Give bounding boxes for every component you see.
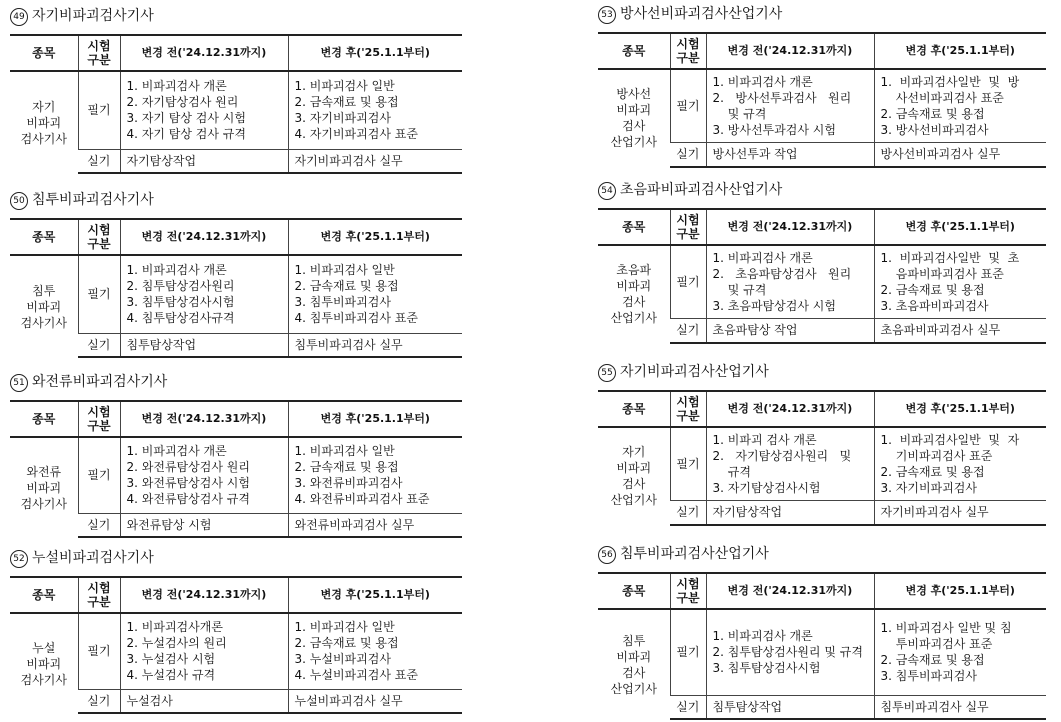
- written-after-list: [288, 437, 462, 513]
- section-title: 자기비파괴검사산업기사: [620, 364, 769, 380]
- written-before-item: 2. 자기탐상검사원리 및: [712, 449, 852, 463]
- header-before: 변경 전('24.12.31까지): [706, 33, 874, 69]
- jongmok-cell: [10, 437, 78, 537]
- jongmok-line: 침투: [32, 283, 56, 298]
- jongmok-line: 비파괴: [26, 656, 62, 671]
- category-written: 필기: [78, 71, 120, 149]
- written-after-item: 2. 금속재료 및 용접: [294, 95, 399, 110]
- category-written: 필기: [78, 437, 120, 513]
- section-49: [10, 4, 462, 174]
- jongmok-line: 방사선: [616, 87, 652, 102]
- practical-after: 침투비파괴검사 실무: [874, 695, 1046, 719]
- written-after-item: 3. 자기비파괴검사: [294, 111, 391, 126]
- category-written: 필기: [670, 609, 706, 695]
- practical-after: 자기비파괴검사 실무: [874, 501, 1046, 525]
- written-before-list: [706, 609, 874, 695]
- header-jongmok: 종목: [10, 401, 78, 437]
- header-gubun: [78, 35, 120, 71]
- jongmok-line: 침투: [622, 633, 646, 648]
- written-after-item: 4. 누설비파괴검사 표준: [294, 668, 418, 683]
- written-before-item: 및 규격: [712, 107, 767, 121]
- header-before: 변경 전('24.12.31까지): [706, 209, 874, 245]
- practical-after: 초음파비파괴검사 실무: [874, 319, 1046, 343]
- circled-number: 53: [598, 6, 616, 24]
- category-written: 필기: [78, 613, 120, 689]
- section-52: [10, 546, 462, 714]
- header-gubun: [78, 401, 120, 437]
- written-after-item: 1. 비파괴검사일반 및 자: [880, 433, 1020, 447]
- written-after-item: 2. 금속재료 및 용접: [294, 279, 399, 294]
- header-jongmok: 종목: [598, 391, 670, 427]
- header-gubun-line2: 구분: [87, 53, 111, 67]
- header-before: 변경 전('24.12.31까지): [120, 219, 288, 255]
- header-gubun-line1: 시험: [676, 37, 700, 51]
- written-after-list: [288, 255, 462, 333]
- jongmok-cell: [598, 609, 670, 719]
- header-jongmok: 종목: [10, 577, 78, 613]
- practical-before: 초음파탐상 작업: [706, 319, 874, 343]
- circled-number: 52: [10, 550, 28, 568]
- section-heading: [10, 546, 462, 570]
- written-after-item: 3. 침투비파괴검사: [294, 295, 391, 310]
- written-before-item: 3. 방사선투과검사 시험: [712, 123, 836, 137]
- jongmok-line: 비파괴: [26, 299, 62, 314]
- circled-number: 55: [598, 364, 616, 382]
- practical-before: 방사선투과 작업: [706, 143, 874, 167]
- section-heading: [598, 2, 1046, 26]
- section-heading: [10, 4, 462, 28]
- written-before-item: 4. 침투탐상검사규격: [126, 311, 235, 326]
- practical-after: 방사선비파괴검사 실무: [874, 143, 1046, 167]
- practical-after: 침투비파괴검사 실무: [288, 333, 462, 357]
- written-before-list: [706, 69, 874, 143]
- header-gubun: [670, 573, 706, 609]
- header-jongmok: 종목: [598, 573, 670, 609]
- header-before: 변경 전('24.12.31까지): [120, 401, 288, 437]
- written-before-list: [706, 427, 874, 501]
- section-title: 자기비파괴검사기사: [32, 8, 154, 24]
- written-after-item: 4. 침투비파괴검사 표준: [294, 311, 418, 326]
- written-after-item: 3. 자기비파괴검사: [880, 481, 977, 495]
- written-before-item: 규격: [712, 465, 751, 479]
- category-practical: 실기: [670, 319, 706, 343]
- comparison-table: [10, 218, 462, 358]
- written-before-item: 4. 누설검사 규격: [126, 668, 216, 683]
- header-gubun-line2: 구분: [87, 237, 111, 251]
- written-before-item: 2. 침투탐상검사원리: [126, 279, 235, 294]
- written-after-item: 3. 침투비파괴검사: [880, 669, 977, 684]
- category-practical: 실기: [78, 513, 120, 537]
- jongmok-line: 검사: [622, 477, 646, 492]
- jongmok-line: 비파괴: [26, 480, 62, 495]
- header-before: 변경 전('24.12.31까지): [120, 577, 288, 613]
- header-gubun-line2: 구분: [676, 227, 700, 241]
- category-practical: 실기: [78, 689, 120, 713]
- jongmok-cell: [10, 613, 78, 713]
- written-after-list: [874, 609, 1046, 695]
- written-after-item: 3. 방사선비파괴검사: [880, 123, 989, 137]
- section-heading: [10, 188, 462, 212]
- written-before-item: 3. 자기 탐상 검사 시험: [126, 111, 246, 126]
- written-before-item: 2. 자기탐상검사 원리: [126, 95, 239, 110]
- jongmok-line: 비파괴: [616, 461, 652, 476]
- jongmok-cell: [10, 71, 78, 173]
- header-after: 변경 후('25.1.1부터): [874, 391, 1046, 427]
- comparison-table: [598, 32, 1046, 168]
- practical-after: 누설비파괴검사 실무: [288, 689, 462, 713]
- header-gubun: [670, 209, 706, 245]
- jongmok-line: 검사기사: [20, 672, 67, 687]
- jongmok-line: 비파괴: [26, 115, 62, 130]
- circled-number: 49: [10, 8, 28, 26]
- header-gubun: [78, 219, 120, 255]
- practical-before: 침투탐상작업: [120, 333, 288, 357]
- practical-before: 누설검사: [120, 689, 288, 713]
- section-heading: [598, 178, 1046, 202]
- header-gubun-line2: 구분: [676, 591, 700, 605]
- jongmok-cell: [598, 245, 670, 343]
- jongmok-line: 산업기사: [610, 681, 657, 696]
- section-title: 누설비파괴검사기사: [32, 550, 154, 566]
- section-heading: [598, 542, 1046, 566]
- written-after-item: 1. 비파괴검사일반 및 방: [880, 75, 1020, 89]
- header-gubun-line2: 구분: [676, 409, 700, 423]
- written-after-item: 기비파괴검사 표준: [880, 449, 993, 463]
- header-after: 변경 후('25.1.1부터): [874, 573, 1046, 609]
- written-after-item: 투비파괴검사 표준: [880, 637, 993, 652]
- jongmok-line: 자기: [32, 99, 56, 114]
- comparison-table: [598, 390, 1046, 526]
- written-after-item: 1. 비파괴검사 일반: [294, 444, 395, 459]
- category-practical: 실기: [670, 695, 706, 719]
- written-after-item: 음파비파괴검사 표준: [880, 267, 1004, 281]
- circled-number: 50: [10, 192, 28, 210]
- written-before-item: 3. 자기탐상검사시험: [712, 481, 821, 495]
- section-title: 침투비파괴검사기사: [32, 192, 154, 208]
- header-gubun-line2: 구분: [676, 51, 700, 65]
- section-title: 방사선비파괴검사산업기사: [620, 6, 783, 22]
- circled-number: 56: [598, 546, 616, 564]
- comparison-table: [10, 576, 462, 714]
- jongmok-line: 검사: [622, 295, 646, 310]
- header-gubun: [670, 391, 706, 427]
- header-after: 변경 후('25.1.1부터): [874, 33, 1046, 69]
- header-gubun-line1: 시험: [87, 223, 111, 237]
- written-before-item: 3. 와전류탐상검사 시험: [126, 476, 250, 491]
- header-gubun-line1: 시험: [87, 581, 111, 595]
- written-after-item: 2. 금속재료 및 용접: [880, 465, 985, 479]
- written-before-item: 1. 비파괴 검사 개론: [712, 433, 817, 447]
- jongmok-cell: [10, 255, 78, 357]
- section-56: [598, 542, 1046, 720]
- section-heading: [10, 370, 462, 394]
- written-after-item: 1. 비파괴검사 일반: [294, 620, 395, 635]
- written-before-item: 2. 침투탐상검사원리 및 규격: [712, 645, 863, 660]
- written-after-item: 2. 금속재료 및 용접: [294, 636, 399, 651]
- header-gubun-line1: 시험: [676, 577, 700, 591]
- written-before-item: 3. 초음파탐상검사 시험: [712, 299, 836, 313]
- jongmok-line: 검사: [622, 665, 646, 680]
- written-before-list: [706, 245, 874, 319]
- jongmok-line: 초음파: [616, 263, 652, 278]
- written-before-item: 1. 비파괴검사 개론: [126, 79, 227, 94]
- comparison-table: [10, 34, 462, 174]
- written-after-item: 4. 자기비파괴검사 표준: [294, 127, 418, 142]
- written-after-list: [874, 69, 1046, 143]
- written-after-item: 3. 초음파비파괴검사: [880, 299, 989, 313]
- practical-before: 침투탐상작업: [706, 695, 874, 719]
- category-written: 필기: [670, 427, 706, 501]
- written-before-list: [120, 437, 288, 513]
- jongmok-line: 검사기사: [20, 315, 67, 330]
- written-before-item: 및 규격: [712, 283, 767, 297]
- header-jongmok: 종목: [10, 35, 78, 71]
- category-practical: 실기: [78, 149, 120, 173]
- header-jongmok: 종목: [598, 209, 670, 245]
- written-after-item: 3. 누설비파괴검사: [294, 652, 391, 667]
- header-gubun-line1: 시험: [676, 395, 700, 409]
- written-before-item: 4. 와전류탐상검사 규격: [126, 492, 250, 507]
- category-written: 필기: [670, 69, 706, 143]
- section-title: 초음파비파괴검사산업기사: [620, 182, 783, 198]
- jongmok-line: 검사기사: [20, 131, 67, 146]
- section-heading: [598, 360, 1046, 384]
- jongmok-line: 비파괴: [616, 279, 652, 294]
- category-practical: 실기: [670, 501, 706, 525]
- section-54: [598, 178, 1046, 344]
- jongmok-line: 누설: [32, 640, 56, 655]
- written-before-item: 4. 자기 탐상 검사 규격: [126, 127, 246, 142]
- header-jongmok: 종목: [10, 219, 78, 255]
- header-after: 변경 후('25.1.1부터): [288, 35, 462, 71]
- written-before-item: 3. 침투탐상검사시험: [712, 661, 821, 676]
- written-after-item: 2. 금속재료 및 용접: [880, 653, 985, 668]
- comparison-table: [10, 400, 462, 538]
- practical-before: 와전류탐상 시험: [120, 513, 288, 537]
- circled-number: 51: [10, 374, 28, 392]
- section-55: [598, 360, 1046, 526]
- written-after-item: 1. 비파괴검사 일반 및 침: [880, 621, 1012, 636]
- written-before-item: 1. 비파괴검사 개론: [126, 444, 227, 459]
- written-before-list: [120, 71, 288, 149]
- written-before-item: 3. 누설검사 시험: [126, 652, 216, 667]
- jongmok-line: 검사: [622, 119, 646, 134]
- written-after-item: 3. 와전류비파괴검사: [294, 476, 403, 491]
- header-before: 변경 전('24.12.31까지): [706, 573, 874, 609]
- header-before: 변경 전('24.12.31까지): [706, 391, 874, 427]
- jongmok-line: 산업기사: [610, 493, 657, 508]
- jongmok-cell: [598, 427, 670, 525]
- practical-after: 와전류비파괴검사 실무: [288, 513, 462, 537]
- circled-number: 54: [598, 182, 616, 200]
- written-after-item: 2. 금속재료 및 용접: [294, 460, 399, 475]
- header-gubun-line1: 시험: [87, 39, 111, 53]
- written-after-item: 1. 비파괴검사일반 및 초: [880, 251, 1020, 265]
- category-practical: 실기: [670, 143, 706, 167]
- jongmok-cell: [598, 69, 670, 167]
- header-jongmok: 종목: [598, 33, 670, 69]
- written-before-item: 1. 비파괴검사 개론: [712, 251, 813, 265]
- practical-before: 자기탐상작업: [706, 501, 874, 525]
- written-after-list: [288, 71, 462, 149]
- written-before-item: 1. 비파괴검사 개론: [712, 75, 813, 89]
- jongmok-line: 검사기사: [20, 496, 67, 511]
- section-51: [10, 370, 462, 538]
- category-written: 필기: [78, 255, 120, 333]
- practical-after: 자기비파괴검사 실무: [288, 149, 462, 173]
- section-50: [10, 188, 462, 358]
- header-gubun-line2: 구분: [87, 419, 111, 433]
- written-after-item: 2. 금속재료 및 용접: [880, 283, 985, 297]
- written-before-item: 1. 비파괴검사개론: [126, 620, 223, 635]
- written-before-item: 2. 누설검사의 원리: [126, 636, 227, 651]
- written-before-item: 1. 비파괴검사 개론: [712, 629, 813, 644]
- written-after-item: 2. 금속재료 및 용접: [880, 107, 985, 121]
- header-gubun-line2: 구분: [87, 595, 111, 609]
- section-53: [598, 2, 1046, 168]
- written-before-item: 2. 방사선투과검사 원리: [712, 91, 852, 105]
- header-gubun-line1: 시험: [87, 405, 111, 419]
- written-after-list: [874, 245, 1046, 319]
- section-title: 침투비파괴검사산업기사: [620, 546, 769, 562]
- written-before-item: 3. 침투탐상검사시험: [126, 295, 235, 310]
- practical-before: 자기탐상작업: [120, 149, 288, 173]
- written-before-item: 1. 비파괴검사 개론: [126, 263, 227, 278]
- jongmok-line: 비파괴: [616, 649, 652, 664]
- header-after: 변경 후('25.1.1부터): [874, 209, 1046, 245]
- written-after-item: 1. 비파괴검사 일반: [294, 79, 395, 94]
- header-after: 변경 후('25.1.1부터): [288, 401, 462, 437]
- jongmok-line: 와전류: [26, 464, 62, 479]
- section-title: 와전류비파괴검사기사: [32, 374, 168, 390]
- header-gubun: [78, 577, 120, 613]
- header-before: 변경 전('24.12.31까지): [120, 35, 288, 71]
- jongmok-line: 산업기사: [610, 311, 657, 326]
- written-after-list: [288, 613, 462, 689]
- jongmok-line: 비파괴: [616, 103, 652, 118]
- jongmok-line: 산업기사: [610, 135, 657, 150]
- written-before-item: 2. 와전류탐상검사 원리: [126, 460, 250, 475]
- written-after-list: [874, 427, 1046, 501]
- category-practical: 실기: [78, 333, 120, 357]
- header-gubun: [670, 33, 706, 69]
- written-before-item: 2. 초음파탐상검사 원리: [712, 267, 852, 281]
- written-before-list: [120, 255, 288, 333]
- jongmok-line: 자기: [622, 445, 646, 460]
- category-written: 필기: [670, 245, 706, 319]
- written-after-item: 사선비파괴검사 표준: [880, 91, 1004, 105]
- header-after: 변경 후('25.1.1부터): [288, 219, 462, 255]
- header-gubun-line1: 시험: [676, 213, 700, 227]
- header-after: 변경 후('25.1.1부터): [288, 577, 462, 613]
- written-after-item: 4. 와전류비파괴검사 표준: [294, 492, 430, 507]
- comparison-table: [598, 208, 1046, 344]
- comparison-table: [598, 572, 1046, 720]
- written-before-list: [120, 613, 288, 689]
- written-after-item: 1. 비파괴검사 일반: [294, 263, 395, 278]
